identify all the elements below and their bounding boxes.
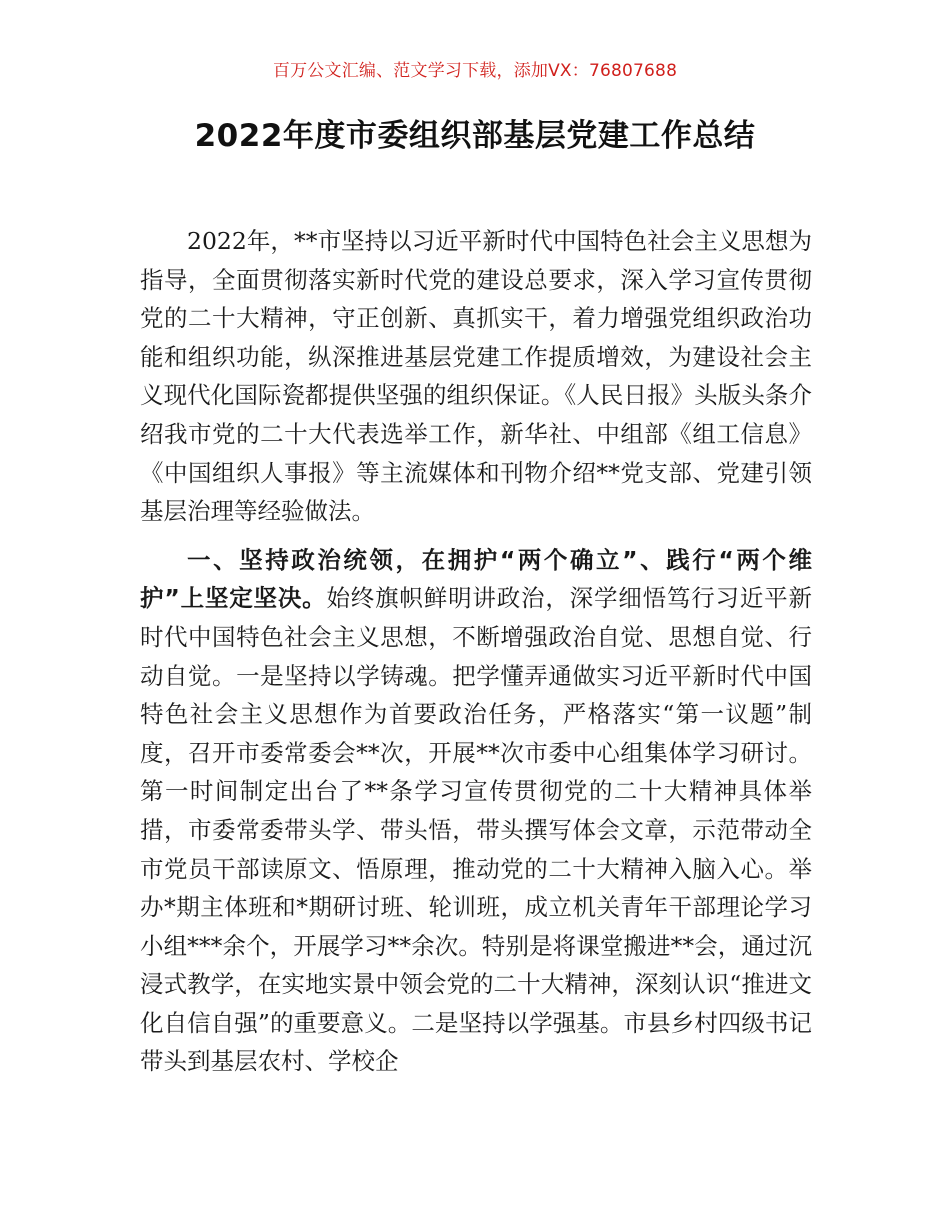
section-1-heading: 一、坚持政治统领，在拥护“两个确立”、践行“两个维护”上坚定坚决。: [140, 545, 812, 613]
section-1-paragraph: [140, 541, 812, 1081]
document-title: 2022年度市委组织部基层党建工作总结: [194, 118, 756, 154]
document-body: [140, 222, 812, 1081]
watermark-header: 百万公文汇编、范文学习下载，添加VX：76807688: [272, 61, 678, 81]
section-1-body: 始终旗帜鲜明讲政治，深学细悟笃行习近平新时代中国特色社会主义思想，不断增强政治自觉、思想自觉、行动自觉。一是坚持以学铸魂。把学懂弄通做实习近平新时代中国特色社会主义思想作为首要政治任务，严格落实“第一议题”制度，召开市委常委会**次，开展**次市委中心组集体学习研讨。第一时间制定出台了**条学习宣传贯彻党的二十大精神具体举措，市委常委带头学、带头悟，带头撰写体会文章，示范带动全市党员干部读原文、悟原理，推动党的二十大精神入脑入心。举办*期主体班和*期研讨班、轮训班，成立机关青年干部理论学习小组***余个，开展学习**余次。特别是将课堂搬进**会，通过沉浸式教学，在实地实景中领会党的二十大精神，深刻认识“推进文化自信自强”的重要意义。二是坚持以学强基。市县乡村四级书记带头到基层农村、学校企: [140, 584, 812, 1076]
intro-paragraph: 2022年，**市坚持以习近平新时代中国特色社会主义思想为指导，全面贯彻落实新时代党的建设总要求，深入学习宣传贯彻党的二十大精神，守正创新、真抓实干，着力增强党组织政治功能和组织功能，纵深推进基层党建工作提质增效，为建设社会主义现代化国际瓷都提供坚强的组织保证。《人民日报》头版头条介绍我市党的二十大代表选举工作，新华社、中组部《组工信息》《中国组织人事报》等主流媒体和刊物介绍**党支部、党建引领基层治理等经验做法。: [140, 227, 812, 526]
